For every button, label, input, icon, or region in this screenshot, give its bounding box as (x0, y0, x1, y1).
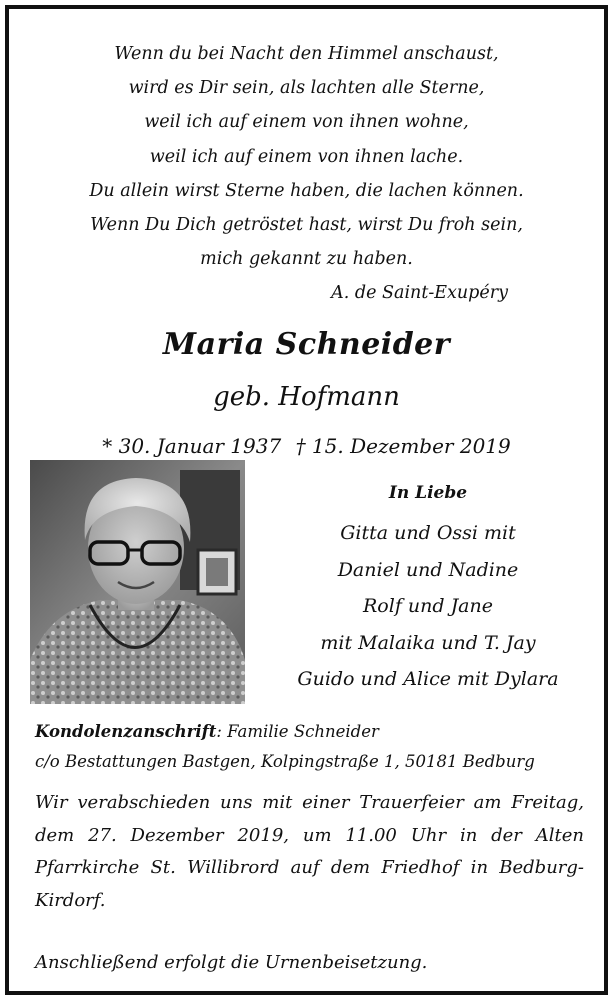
family-member: Guido und Alice mit Dylara (297, 668, 559, 690)
closing-notice: Anschließend erfolgt die Urnenbeisetzung. (35, 952, 428, 973)
poem-line: Du allein wirst Sterne haben, die lachen können. (89, 180, 524, 201)
obituary-frame (5, 5, 608, 995)
family-member: Gitta und Ossi mit (340, 522, 516, 544)
condolence-recipient: : Familie Schneider (216, 722, 379, 741)
deceased-name: Maria Schneider (162, 327, 451, 362)
poem-line: Wenn Du Dich getröstet hast, wirst Du froh sein, (90, 215, 523, 236)
portrait-image (30, 460, 245, 704)
family-signatures (273, 479, 583, 698)
maiden-name: geb. Hofmann (213, 382, 400, 412)
family-member: Rolf und Jane (363, 595, 493, 617)
birth-date: * 30. Januar 1937 (102, 434, 282, 458)
condolence-address (35, 717, 578, 777)
family-member: mit Malaika und T. Jay (320, 631, 536, 654)
family-member: Daniel und Nadine (337, 558, 519, 581)
condolence-line (35, 717, 578, 747)
poem-line: mich gekannt zu haben. (200, 249, 413, 270)
portrait-photo (30, 460, 245, 704)
obituary-content (9, 9, 604, 991)
poem (9, 37, 604, 311)
condolence-label: Kondolenzanschrift (35, 722, 217, 741)
service-notice: Wir verabschieden uns mit einer Trauerfeier am Freitag, dem 27. Dezember 2019, um 11.00 Uhr in der Alten Pfarrkirche St. Willibrord auf dem Friedhof in Bedburg-Kirdorf. (35, 792, 584, 911)
poem-line: Wenn du bei Nacht den Himmel anschaust, (114, 44, 499, 64)
poem-line: wird es Dir sein, als lachten alle Sterne, (128, 78, 485, 99)
family-heading: In Liebe (388, 483, 468, 503)
poem-line: weil ich auf einem von ihnen lache. (149, 146, 464, 167)
poem-line: weil ich auf einem von ihnen wohne, (144, 112, 469, 133)
condolence-street: c/o Bestattungen Bastgen, Kolpingstraße 1, 50181 Bedburg (35, 752, 535, 771)
poem-author: A. de Saint-Exupéry (331, 283, 508, 304)
death-date: † 15. Dezember 2019 (295, 434, 511, 458)
life-dates (9, 434, 604, 458)
